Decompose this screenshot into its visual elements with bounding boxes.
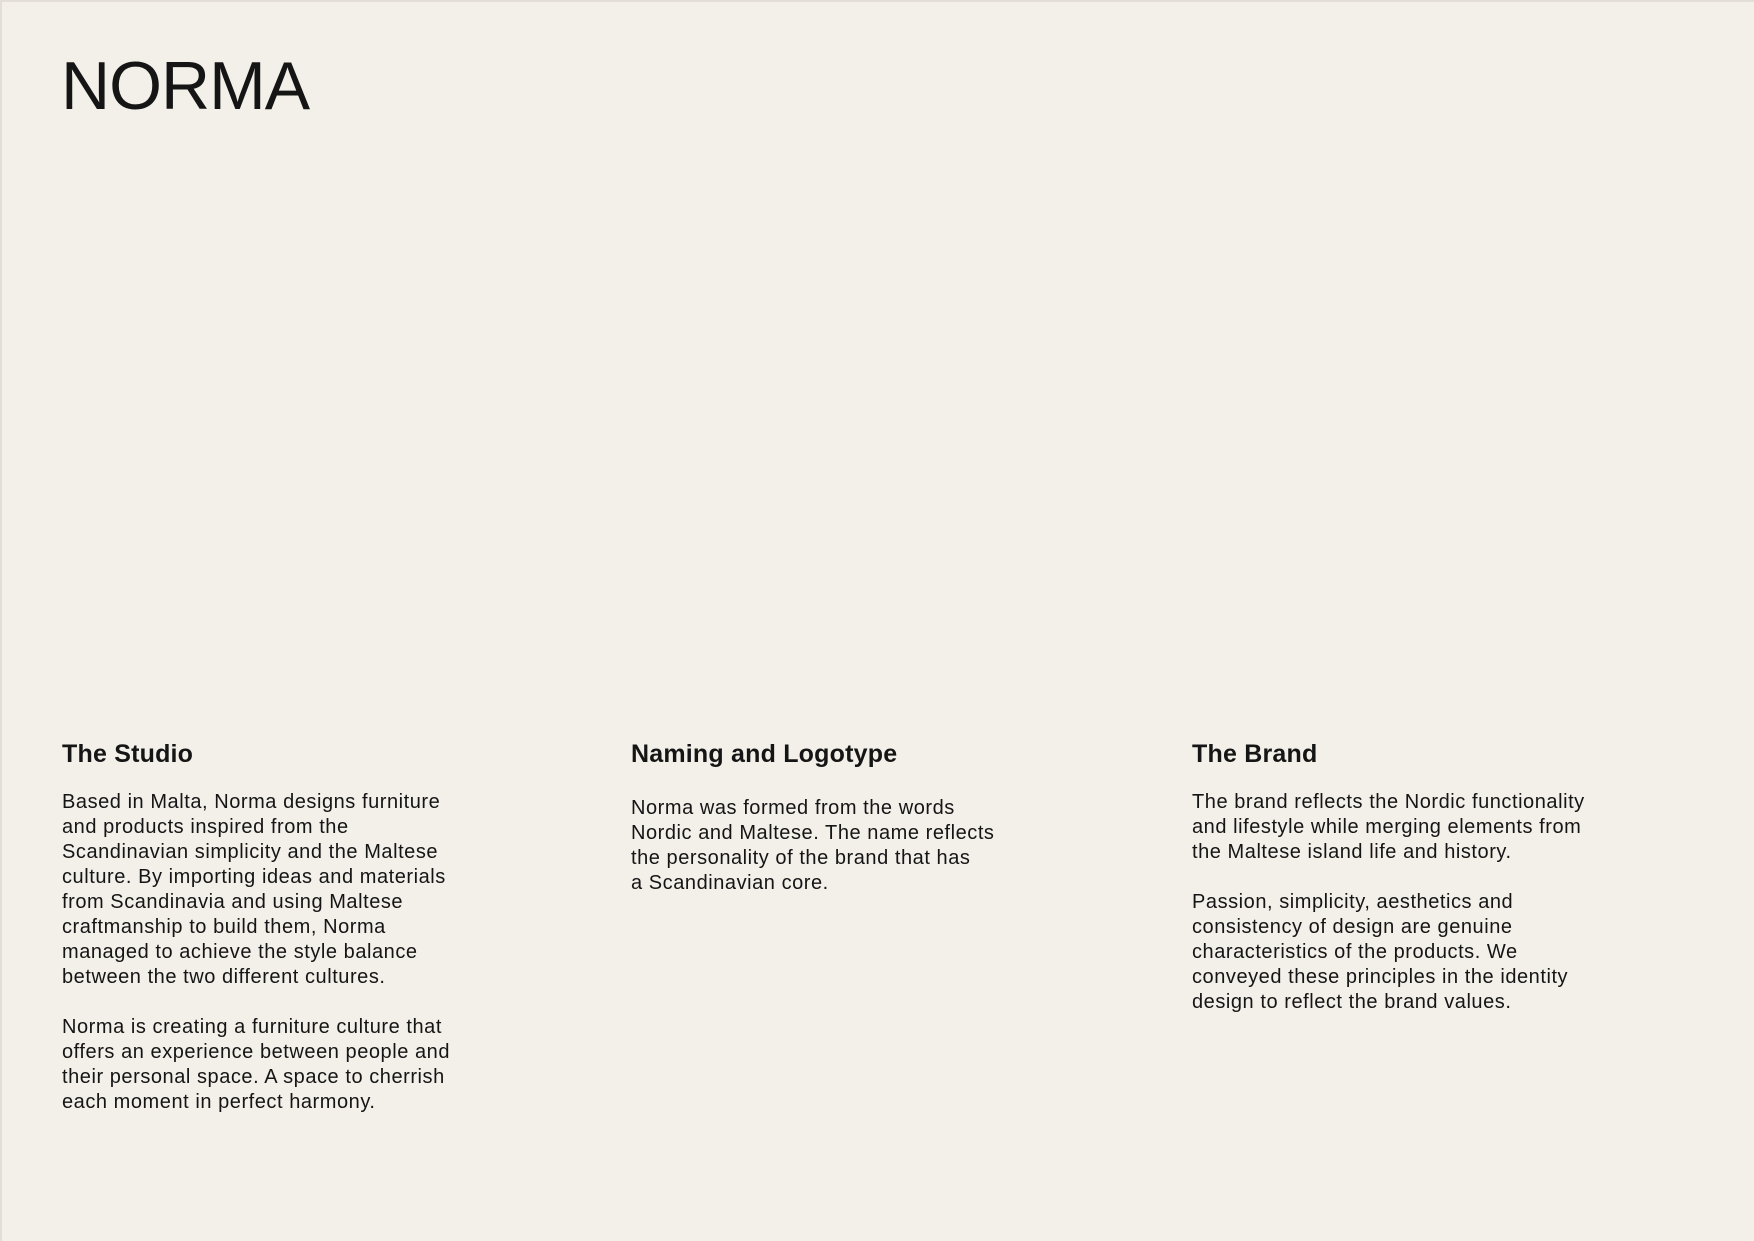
naming-logotype-section: [631, 738, 1101, 896]
brand-section: [1192, 738, 1662, 1015]
studio-section: [62, 738, 532, 1115]
brand-heading: The Brand: [1192, 740, 1318, 768]
studio-heading: The Studio: [62, 740, 194, 768]
brand-description-paragraph-2: Passion, simplicity, aesthetics and consistency of design are genuine characteristics of the products. We conveyed these principles in the identity design to reflect the brand values.: [1192, 891, 1569, 1013]
studio-description-paragraph-1: Based in Malta, Norma designs furniture and products inspired from the Scandinavian simplicity and the Maltese culture. By importing ideas and materials from Scandinavia and using Maltese craftmanship to build them, Norma managed to achieve the style balance between the two different cultures.: [62, 791, 446, 988]
naming-logotype-heading: Naming and Logotype: [631, 740, 898, 768]
naming-logotype-description: Norma was formed from the words Nordic and Maltese. The name reflects the personality of the brand that has a Scandinavian core.: [631, 797, 995, 894]
studio-description-paragraph-2: Norma is creating a furniture culture that offers an experience between people and their personal space. A space to cherrish each moment in perfect harmony.: [62, 1016, 451, 1113]
norma-logotype: NORMA: [61, 48, 310, 124]
brand-description-paragraph-1: The brand reflects the Nordic functionality and lifestyle while merging elements from the Maltese island life and history.: [1192, 791, 1585, 863]
